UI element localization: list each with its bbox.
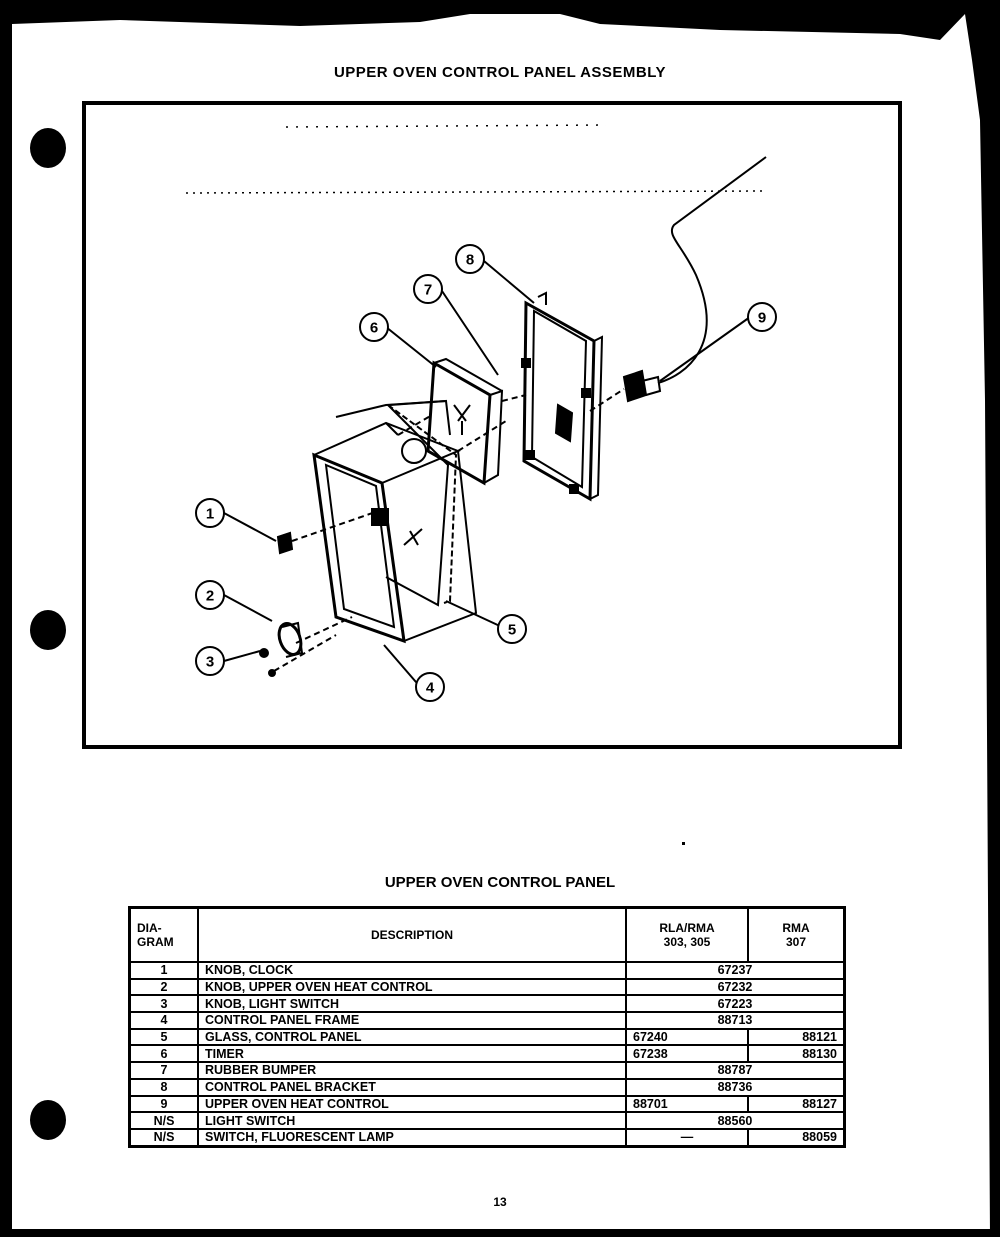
row-diagram: 7 [130,1062,199,1079]
row-description: SWITCH, FLUORESCENT LAMP [198,1129,626,1146]
row-part-number-a: 67238 [626,1045,748,1062]
row-part-number: 67237 [626,962,845,979]
heat-control-drawing [590,157,766,411]
row-description: LIGHT SWITCH [198,1112,626,1129]
scan-speck [682,842,685,845]
callout-9: 9 [757,309,767,327]
callout-1: 1 [205,505,215,523]
header-col-a-line2: 303, 305 [663,935,711,949]
punch-hole-top [30,128,66,168]
row-part-number-a: 67240 [626,1029,748,1046]
row-diagram: 3 [130,995,199,1012]
row-description: KNOB, UPPER OVEN HEAT CONTROL [198,979,626,996]
row-description: KNOB, CLOCK [198,962,626,979]
table-header-row [130,908,845,963]
row-part-number: 88560 [626,1112,845,1129]
knobs-drawing [260,509,384,676]
row-part-number: 88713 [626,1012,845,1029]
row-description: KNOB, LIGHT SWITCH [198,995,626,1012]
row-description: CONTROL PANEL BRACKET [198,1079,626,1096]
control-panel-bracket-drawing [522,293,602,499]
row-part-number-b: 88127 [748,1096,845,1113]
callout-2: 2 [205,587,215,605]
assembly-title: UPPER OVEN CONTROL PANEL ASSEMBLY [333,64,667,81]
table-row [130,1096,845,1113]
row-diagram: 1 [130,962,199,979]
table-row [130,1045,845,1062]
row-description: CONTROL PANEL FRAME [198,1012,626,1029]
header-diagram-line1: DIA- [137,921,162,935]
table-row [130,1062,845,1079]
row-description: UPPER OVEN HEAT CONTROL [198,1096,626,1113]
control-panel-frame-drawing [314,423,476,641]
header-col-a [626,908,748,963]
header-col-b-line1: RMA [782,921,810,935]
page-number: 13 [493,1195,507,1209]
header-col-a-line1: RLA/RMA [659,921,715,935]
callout-3: 3 [205,653,215,671]
punch-hole-bottom [30,1100,66,1140]
callout-5: 5 [507,621,517,639]
row-diagram: 4 [130,1012,199,1029]
row-diagram: N/S [130,1112,199,1129]
parts-table [128,906,846,1148]
table-row [130,979,845,996]
row-diagram: 5 [130,1029,199,1046]
row-part-number: 88736 [626,1079,845,1096]
callout-4: 4 [425,679,435,697]
header-diagram [130,908,199,963]
parts-table-title: UPPER OVEN CONTROL PANEL [384,874,616,891]
row-part-number-a: 88701 [626,1096,748,1113]
header-description: DESCRIPTION [198,908,626,963]
row-part-number-b: 88130 [748,1045,845,1062]
row-part-number-a: — [626,1129,748,1146]
row-part-number: 88787 [626,1062,845,1079]
row-diagram: N/S [130,1129,199,1146]
row-diagram: 2 [130,979,199,996]
row-description: GLASS, CONTROL PANEL [198,1029,626,1046]
header-col-b [748,908,845,963]
table-row [130,1029,845,1046]
header-col-b-line2: 307 [785,935,807,949]
callout-7: 7 [423,281,433,299]
timer-drawing [428,359,502,483]
exploded-diagram [82,101,902,749]
row-diagram: 8 [130,1079,199,1096]
row-part-number-b: 88121 [748,1029,845,1046]
row-diagram: 6 [130,1045,199,1062]
header-diagram-line2: GRAM [137,935,174,949]
table-row [130,1112,845,1129]
row-part-number: 67232 [626,979,845,996]
row-description: TIMER [198,1045,626,1062]
table-row [130,1129,845,1146]
row-description: RUBBER BUMPER [198,1062,626,1079]
row-part-number: 67223 [626,995,845,1012]
callout-6: 6 [369,319,379,337]
table-row [130,995,845,1012]
row-part-number-b: 88059 [748,1129,845,1146]
table-row [130,1079,845,1096]
exploded-view-drawing [86,105,898,745]
row-diagram: 9 [130,1096,199,1113]
punch-hole-middle [30,610,66,650]
callout-8: 8 [465,251,475,269]
table-row [130,962,845,979]
table-row [130,1012,845,1029]
